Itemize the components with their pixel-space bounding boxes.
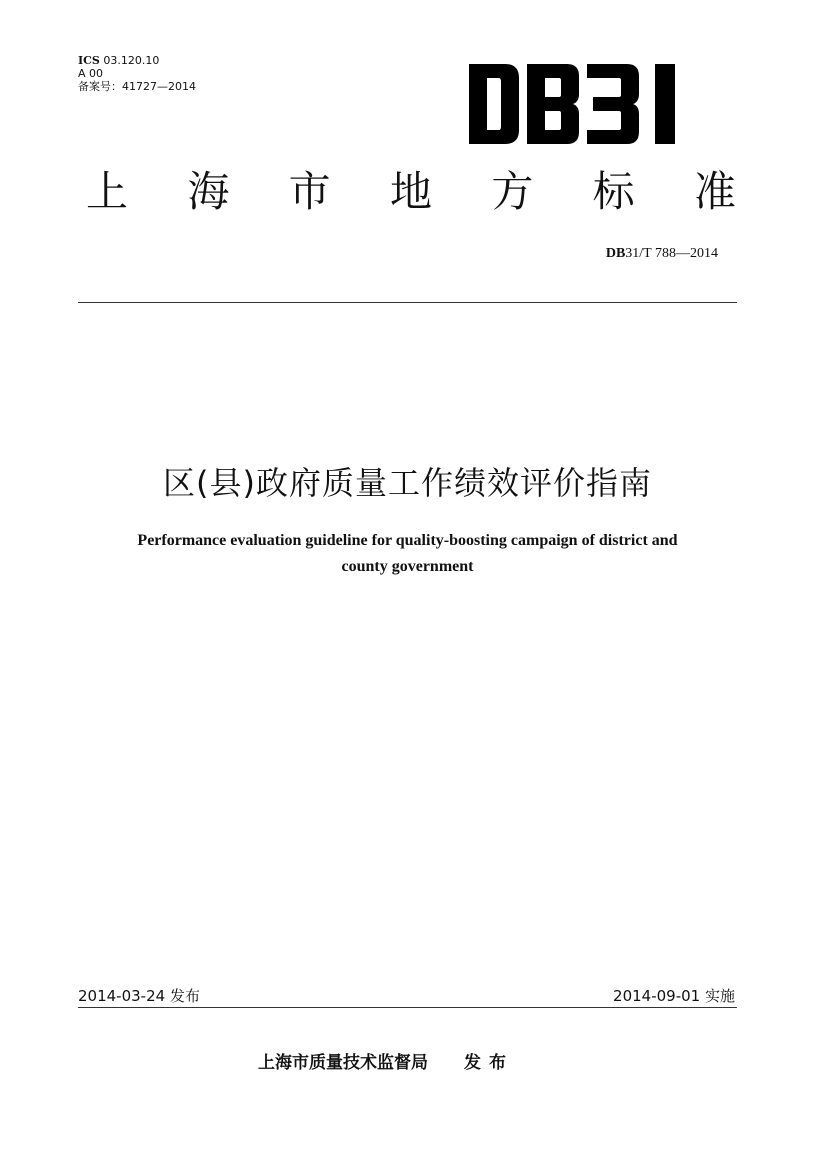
standard-number — [606, 246, 718, 262]
standard-type-heading — [86, 168, 736, 216]
record-number: 备案号：41727—2014 — [78, 80, 196, 93]
title-en-line-1: Performance evaluation guideline for quality-boosting campaign of district and — [137, 532, 678, 549]
standard-type-char: 海 — [187, 167, 230, 216]
document-title-en — [60, 528, 755, 580]
issuer-org: 上海市质量技术监督局 — [258, 1053, 428, 1073]
document-meta — [78, 54, 196, 93]
issue-date: 2014-03-24 发布 — [78, 987, 200, 1005]
issuer — [258, 1048, 514, 1073]
standard-type-char: 市 — [288, 167, 331, 216]
db31-logo — [469, 64, 691, 144]
standard-type-char: 上 — [86, 167, 129, 216]
standard-number-rest: 31/T 788—2014 — [625, 246, 718, 261]
effective-date: 2014-09-01 实施 — [613, 987, 735, 1005]
standard-number-prefix: DB — [605, 246, 626, 261]
top-divider — [78, 302, 737, 303]
standard-type-char: 准 — [693, 167, 736, 216]
class-code: A 00 — [78, 67, 104, 80]
issuer-action: 发布 — [464, 1053, 514, 1073]
ics-label: ICS — [78, 54, 100, 67]
bottom-divider — [78, 1007, 737, 1008]
ics-code: 03.120.10 — [103, 54, 160, 67]
document-title-zh: 区(县)政府质量工作绩效评价指南 — [163, 464, 652, 502]
standard-type-char: 方 — [491, 167, 534, 216]
standard-type-char: 标 — [592, 167, 635, 216]
standard-type-char: 地 — [389, 167, 432, 216]
ics-line — [78, 54, 196, 67]
title-en-line-2: county government — [341, 558, 474, 575]
